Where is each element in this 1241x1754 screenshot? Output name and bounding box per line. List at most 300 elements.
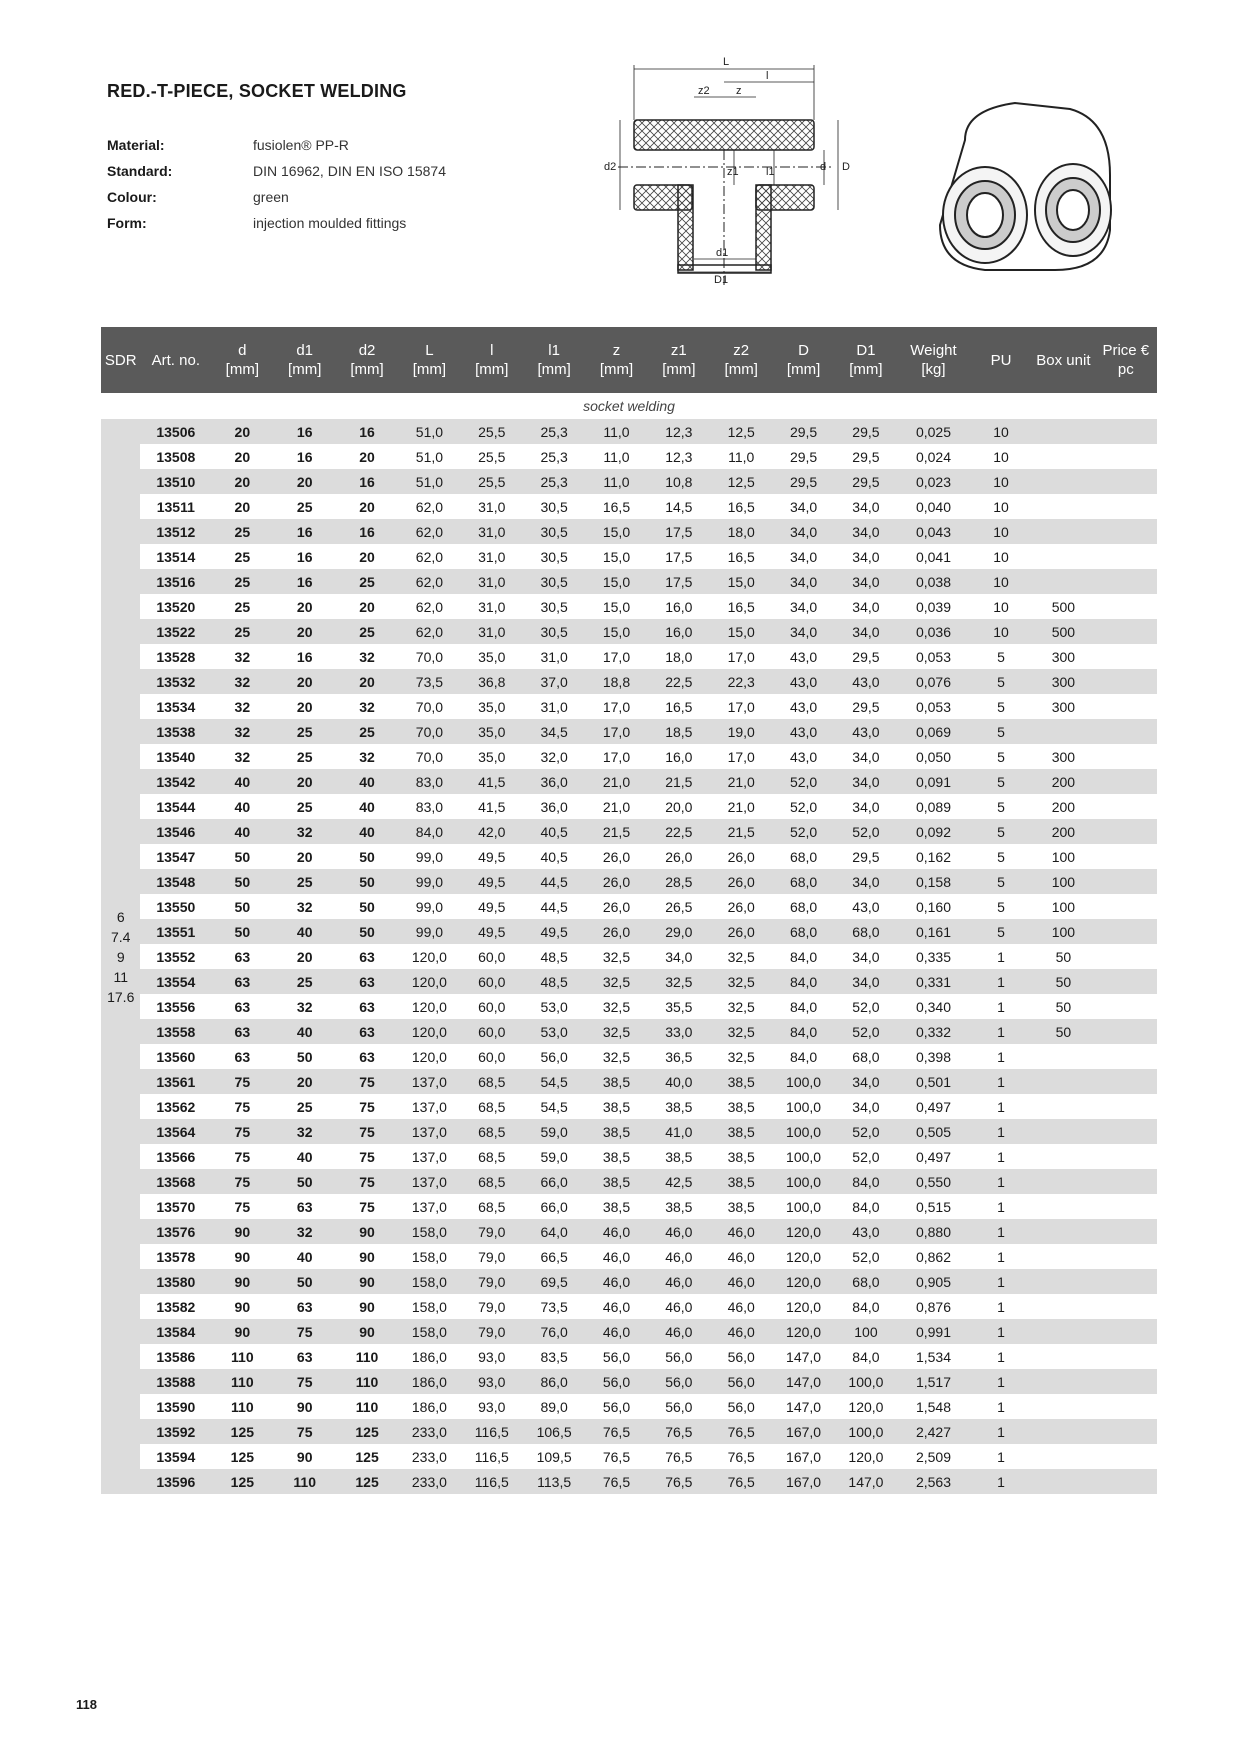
- table-cell: 13510: [140, 469, 211, 494]
- table-cell: 26,0: [727, 898, 755, 915]
- table-cell: 68,0: [772, 919, 834, 944]
- table-cell: 13534: [156, 698, 196, 715]
- table-cell: 16: [274, 519, 336, 544]
- table-cell: 13520: [156, 598, 196, 615]
- table-cell: 300: [1032, 669, 1094, 694]
- table-cell: 13506: [140, 419, 211, 444]
- table-cell: 13576: [140, 1219, 211, 1244]
- table-cell: 0,991: [897, 1319, 970, 1344]
- table-cell: 75: [359, 1098, 375, 1115]
- table-cell: 10: [993, 498, 1009, 515]
- table-row: [101, 494, 1157, 519]
- table-cell: [1032, 1169, 1094, 1194]
- table-cell: 22,5: [648, 669, 710, 694]
- table-cell: 56,0: [540, 1048, 568, 1065]
- table-row: [101, 1094, 1157, 1119]
- table-cell: [1095, 969, 1157, 994]
- table-cell: 34,0: [789, 548, 818, 565]
- table-cell: 66,0: [523, 1169, 585, 1194]
- dim-label-d: d: [820, 161, 827, 173]
- table-cell: 1,548: [915, 1398, 951, 1415]
- table-cell: 43,0: [835, 669, 897, 694]
- table-cell: 37,0: [523, 669, 585, 694]
- table-row: [101, 469, 1157, 494]
- table-cell: 13588: [140, 1369, 211, 1394]
- table-cell: 50: [234, 898, 251, 915]
- table-cell: 26,0: [710, 869, 772, 894]
- column-header: [211, 327, 273, 393]
- table-cell: 84,0: [852, 1298, 880, 1315]
- table-cell: 0,041: [915, 548, 951, 565]
- table-cell: 31,0: [461, 619, 523, 644]
- table-cell: 0,076: [897, 669, 970, 694]
- table-cell: 13538: [140, 719, 211, 744]
- table-cell: 0,069: [897, 719, 970, 744]
- table-cell: 62,0: [398, 519, 460, 544]
- table-cell: 53,0: [523, 1019, 585, 1044]
- table-cell: 1: [997, 998, 1005, 1015]
- table-cell: 40: [336, 819, 398, 844]
- table-cell: 17,0: [727, 648, 755, 665]
- property-label: Standard:: [107, 163, 173, 179]
- dim-label-z: z: [736, 85, 742, 97]
- table-row: [101, 744, 1157, 769]
- table-cell: 46,0: [727, 1248, 755, 1265]
- table-cell: 100,0: [786, 1198, 822, 1215]
- table-cell: 66,5: [540, 1248, 568, 1265]
- table-cell: 83,0: [415, 798, 444, 815]
- table-cell: 5: [970, 719, 1032, 744]
- table-cell: 11,0: [585, 469, 647, 494]
- table-row: [101, 844, 1157, 869]
- column-header: [710, 327, 772, 393]
- table-cell: 20: [296, 598, 313, 615]
- table-cell: 13544: [156, 798, 196, 815]
- table-row: [101, 1419, 1157, 1444]
- table-cell: 43,0: [789, 748, 818, 765]
- column-header-unit: [mm]: [288, 361, 322, 378]
- table-cell: 38,5: [710, 1069, 772, 1094]
- table-cell: 28,5: [648, 869, 710, 894]
- table-cell: 84,0: [789, 998, 818, 1015]
- table-cell: 90: [296, 1398, 313, 1415]
- table-cell: 32: [211, 669, 273, 694]
- table-cell: 32: [234, 748, 251, 765]
- table-cell: [1095, 1044, 1157, 1069]
- table-cell: 46,0: [585, 1219, 647, 1244]
- table-cell: 32: [211, 719, 273, 744]
- table-cell: 34,5: [523, 719, 585, 744]
- table-cell: 20: [359, 498, 375, 515]
- table-cell: 31,0: [478, 548, 506, 565]
- table-cell: 25: [211, 519, 273, 544]
- table-cell: 25,3: [523, 419, 585, 444]
- column-header-label: l1: [548, 342, 560, 359]
- column-header-label: z1: [670, 342, 687, 359]
- table-cell: 0,053: [915, 648, 951, 665]
- table-cell: 84,0: [789, 1048, 818, 1065]
- table-row: [101, 819, 1157, 844]
- table-cell: 50: [211, 919, 273, 944]
- table-cell: 29,5: [835, 469, 897, 494]
- table-cell: 0,089: [915, 798, 951, 815]
- table-cell: 25: [336, 719, 398, 744]
- table-cell: 34,0: [835, 769, 897, 794]
- table-cell: 22,3: [710, 669, 772, 694]
- table-cell: 25: [234, 598, 251, 615]
- table-cell: 32: [234, 648, 251, 665]
- table-cell: 34,0: [852, 748, 880, 765]
- table-cell: 68,0: [852, 1048, 880, 1065]
- column-header: [140, 327, 211, 393]
- property-row: [107, 132, 446, 158]
- table-cell: 63: [359, 1048, 375, 1065]
- table-cell: 100: [1032, 869, 1094, 894]
- table-cell: 120,0: [411, 1048, 447, 1065]
- table-cell: 40: [274, 1019, 336, 1044]
- table-cell: 34,0: [665, 948, 693, 965]
- table-cell: 50: [274, 1169, 336, 1194]
- table-cell: 120,0: [786, 1298, 822, 1315]
- table-cell: 76,5: [585, 1419, 647, 1444]
- table-cell: 21,0: [585, 769, 647, 794]
- table-cell: 158,0: [411, 1248, 447, 1265]
- table-cell: 20: [274, 1069, 336, 1094]
- table-cell: 5: [997, 898, 1005, 915]
- table-cell: 13578: [156, 1248, 196, 1265]
- table-cell: 75: [234, 1198, 251, 1215]
- table-cell: 50: [359, 898, 375, 915]
- table-cell: 13550: [156, 898, 196, 915]
- table-cell: 147,0: [772, 1369, 834, 1394]
- table-cell: 68,5: [478, 1098, 506, 1115]
- table-cell: 63: [234, 998, 251, 1015]
- table-cell: 110: [211, 1369, 273, 1394]
- table-cell: 90: [211, 1219, 273, 1244]
- table-cell: 26,0: [727, 848, 755, 865]
- table-cell: 76,5: [585, 1469, 647, 1494]
- table-cell: 34,0: [852, 798, 880, 815]
- table-cell: 21,5: [585, 819, 647, 844]
- table-cell: 25: [296, 498, 313, 515]
- column-header: [648, 327, 710, 393]
- column-header-unit: [kg]: [921, 361, 946, 378]
- table-cell: 12,5: [710, 419, 772, 444]
- table-cell: 0,331: [897, 969, 970, 994]
- table-cell: 70,0: [398, 719, 460, 744]
- table-cell: [1032, 544, 1094, 569]
- table-cell: 50: [1032, 969, 1094, 994]
- table-cell: 56,0: [665, 1398, 693, 1415]
- table-row: [101, 1119, 1157, 1144]
- table-cell: 59,0: [540, 1148, 568, 1165]
- table-cell: 29,5: [852, 648, 880, 665]
- table-cell: 32,5: [727, 998, 755, 1015]
- table-cell: 99,0: [398, 869, 460, 894]
- table-row: [101, 1394, 1157, 1419]
- table-row: [101, 869, 1157, 894]
- table-cell: 76,5: [727, 1448, 755, 1465]
- table-cell: [1095, 1369, 1157, 1394]
- table-row: [101, 919, 1157, 944]
- table-cell: 158,0: [398, 1219, 460, 1244]
- table-cell: 31,0: [540, 698, 568, 715]
- table-cell: [1095, 469, 1157, 494]
- table-cell: 13584: [140, 1319, 211, 1344]
- table-cell: 73,5: [540, 1298, 568, 1315]
- table-cell: 90: [211, 1319, 273, 1344]
- table-cell: 38,5: [665, 1198, 693, 1215]
- page-number: 118: [76, 1697, 97, 1712]
- table-cell: 68,0: [789, 898, 818, 915]
- table-cell: 20: [359, 548, 375, 565]
- table-row: [101, 1169, 1157, 1194]
- table-cell: 63: [336, 1019, 398, 1044]
- table-cell: 52,0: [835, 819, 897, 844]
- column-header-label: z2: [733, 342, 750, 359]
- table-cell: 75: [274, 1419, 336, 1444]
- table-cell: 25,5: [461, 469, 523, 494]
- table-cell: 40,5: [540, 848, 568, 865]
- table-cell: 13512: [140, 519, 211, 544]
- table-cell: 76,0: [523, 1319, 585, 1344]
- table-cell: 68,0: [789, 848, 818, 865]
- table-cell: 46,0: [665, 1298, 693, 1315]
- table-row: [101, 969, 1157, 994]
- table-cell: [1095, 994, 1157, 1019]
- column-header: [897, 327, 970, 393]
- table-cell: 17,0: [727, 748, 755, 765]
- table-cell: 38,5: [585, 1069, 647, 1094]
- table-cell: 0,039: [915, 598, 951, 615]
- table-cell: 13548: [140, 869, 211, 894]
- table-cell: 83,0: [398, 769, 460, 794]
- table-cell: [1032, 1044, 1094, 1069]
- table-cell: [1095, 769, 1157, 794]
- table-cell: 116,5: [461, 1469, 523, 1494]
- table-cell: 0,092: [897, 819, 970, 844]
- table-cell: 29,0: [648, 919, 710, 944]
- table-cell: 17,0: [602, 698, 631, 715]
- table-cell: 1: [970, 1419, 1032, 1444]
- column-header: [970, 327, 1032, 393]
- table-cell: 44,5: [540, 898, 568, 915]
- property-value: fusiolen® PP-R: [253, 137, 349, 153]
- table-cell: [1095, 569, 1157, 594]
- column-header-unit: [mm]: [786, 361, 821, 378]
- table-cell: 167,0: [772, 1469, 834, 1494]
- table-cell: 125: [336, 1419, 398, 1444]
- table-row: [101, 1244, 1157, 1269]
- table-cell: 16,5: [665, 698, 693, 715]
- table-cell: [1095, 1294, 1157, 1319]
- table-cell: 90: [234, 1298, 251, 1315]
- table-row: [101, 1044, 1157, 1069]
- column-header-label: D: [798, 342, 809, 359]
- table-cell: 34,0: [852, 948, 880, 965]
- table-cell: 63: [359, 948, 375, 965]
- table-cell: 25: [296, 1098, 313, 1115]
- table-cell: 34,0: [852, 548, 880, 565]
- table-cell: 116,5: [474, 1448, 509, 1465]
- table-cell: 16: [296, 648, 313, 665]
- table-cell: 17,0: [727, 698, 755, 715]
- table-cell: [1032, 1219, 1094, 1244]
- table-cell: 38,5: [710, 1119, 772, 1144]
- table-cell: 120,0: [411, 998, 447, 1015]
- dim-label-D: D: [842, 161, 850, 173]
- property-row: [107, 210, 446, 236]
- table-cell: 13528: [156, 648, 196, 665]
- table-cell: 0,043: [897, 519, 970, 544]
- table-cell: 17,5: [665, 548, 693, 565]
- table-cell: [1032, 1269, 1094, 1294]
- table-cell: 158,0: [398, 1269, 460, 1294]
- table-cell: 40: [336, 769, 398, 794]
- table-cell: [1095, 644, 1157, 669]
- table-cell: 90: [336, 1219, 398, 1244]
- table-cell: 13580: [140, 1269, 211, 1294]
- table-cell: 44,5: [523, 869, 585, 894]
- table-cell: 46,0: [585, 1269, 647, 1294]
- table-cell: 20: [274, 769, 336, 794]
- table-cell: [1095, 1444, 1157, 1469]
- table-cell: 13551: [140, 919, 211, 944]
- table-cell: 32,5: [585, 969, 647, 994]
- table-cell: [1032, 1444, 1094, 1469]
- table-cell: 68,5: [478, 1148, 506, 1165]
- table-cell: [1095, 619, 1157, 644]
- table-cell: 30,5: [523, 569, 585, 594]
- table-cell: 84,0: [789, 948, 818, 965]
- column-header-label: d2: [358, 342, 376, 359]
- table-cell: 13522: [140, 619, 211, 644]
- table-cell: 5: [997, 648, 1005, 665]
- sdr-value: 11: [113, 968, 129, 985]
- table-cell: 16: [296, 548, 313, 565]
- table-cell: 32: [359, 648, 375, 665]
- table-cell: 25: [211, 569, 273, 594]
- table-cell: 186,0: [411, 1398, 447, 1415]
- table-cell: 186,0: [398, 1369, 460, 1394]
- table-body: [101, 419, 1157, 1494]
- table-cell: 15,0: [602, 548, 631, 565]
- table-cell: 21,0: [710, 769, 772, 794]
- column-header: [1032, 327, 1094, 393]
- column-header: [398, 327, 460, 393]
- table-cell: 0,876: [915, 1298, 951, 1315]
- table-cell: 11,0: [585, 419, 647, 444]
- table-cell: 22,5: [648, 819, 710, 844]
- table-cell: 0,497: [915, 1148, 951, 1165]
- table-cell: 0,162: [915, 848, 951, 865]
- table-cell: 31,0: [461, 569, 523, 594]
- table-cell: 33,0: [648, 1019, 710, 1044]
- table-cell: 79,0: [461, 1269, 523, 1294]
- technical-drawing: [598, 55, 888, 315]
- table-cell: 46,0: [665, 1248, 693, 1265]
- column-header-label: Box unit: [1036, 351, 1091, 369]
- table-cell: 49,5: [478, 848, 506, 865]
- table-cell: 70,0: [415, 748, 444, 765]
- table-cell: 68,0: [835, 919, 897, 944]
- table-cell: 13556: [156, 998, 196, 1015]
- table-cell: 147,0: [835, 1469, 897, 1494]
- table-cell: [1095, 919, 1157, 944]
- table-cell: 31,0: [478, 598, 506, 615]
- table-row: [101, 944, 1157, 969]
- table-cell: 1,534: [915, 1348, 951, 1365]
- table-cell: 25: [274, 969, 336, 994]
- table-row: [101, 1219, 1157, 1244]
- table-cell: 51,0: [398, 419, 460, 444]
- table-cell: 68,5: [461, 1169, 523, 1194]
- table-cell: 41,5: [478, 798, 506, 815]
- table-cell: 84,0: [772, 969, 834, 994]
- table-cell: [1032, 1319, 1094, 1344]
- table-cell: 1: [970, 1219, 1032, 1244]
- table-cell: 0,024: [915, 448, 951, 465]
- table-cell: 30,5: [540, 548, 568, 565]
- table-cell: 20: [296, 848, 313, 865]
- table-cell: 29,5: [835, 419, 897, 444]
- table-cell: 17,5: [648, 569, 710, 594]
- table-cell: 120,0: [772, 1319, 834, 1344]
- table-cell: 13582: [156, 1298, 196, 1315]
- table-cell: [1095, 894, 1157, 919]
- table-cell: 25: [234, 548, 251, 565]
- table-cell: 43,0: [772, 719, 834, 744]
- table-cell: 18,0: [665, 648, 693, 665]
- table-cell: 21,5: [648, 769, 710, 794]
- table-cell: 40: [211, 769, 273, 794]
- column-header-label: L: [425, 342, 434, 359]
- table-cell: 100: [1051, 848, 1076, 865]
- table-cell: 32,0: [540, 748, 568, 765]
- table-row: [101, 1144, 1157, 1169]
- table-cell: 0,550: [897, 1169, 970, 1194]
- table-cell: 64,0: [523, 1219, 585, 1244]
- table-cell: 110: [355, 1398, 379, 1415]
- table-cell: 75: [211, 1069, 273, 1094]
- table-row: [101, 544, 1157, 569]
- table-cell: 63: [296, 1348, 313, 1365]
- table-cell: 13561: [140, 1069, 211, 1094]
- table-cell: [1095, 794, 1157, 819]
- table-cell: 0,335: [915, 948, 951, 965]
- table-cell: 63: [336, 969, 398, 994]
- table-cell: 0,332: [897, 1019, 970, 1044]
- table-cell: 5: [970, 819, 1032, 844]
- table-cell: [1095, 1394, 1157, 1419]
- table-subheader-row: [101, 393, 1157, 419]
- table-cell: 29,5: [772, 469, 834, 494]
- table-cell: 60,0: [478, 948, 506, 965]
- table-cell: 10: [993, 448, 1009, 465]
- table-cell: 34,0: [772, 569, 834, 594]
- table-cell: 30,5: [523, 519, 585, 544]
- table-cell: [1032, 469, 1094, 494]
- table-cell: 2,509: [915, 1448, 951, 1465]
- table-cell: 32: [359, 748, 375, 765]
- table-cell: 30,5: [523, 619, 585, 644]
- column-header-unit: [mm]: [537, 361, 571, 378]
- dim-label-d1: d1: [716, 247, 729, 259]
- table-cell: [1095, 819, 1157, 844]
- table-cell: 0,501: [897, 1069, 970, 1094]
- table-cell: 34,0: [835, 869, 897, 894]
- table-cell: [1095, 719, 1157, 744]
